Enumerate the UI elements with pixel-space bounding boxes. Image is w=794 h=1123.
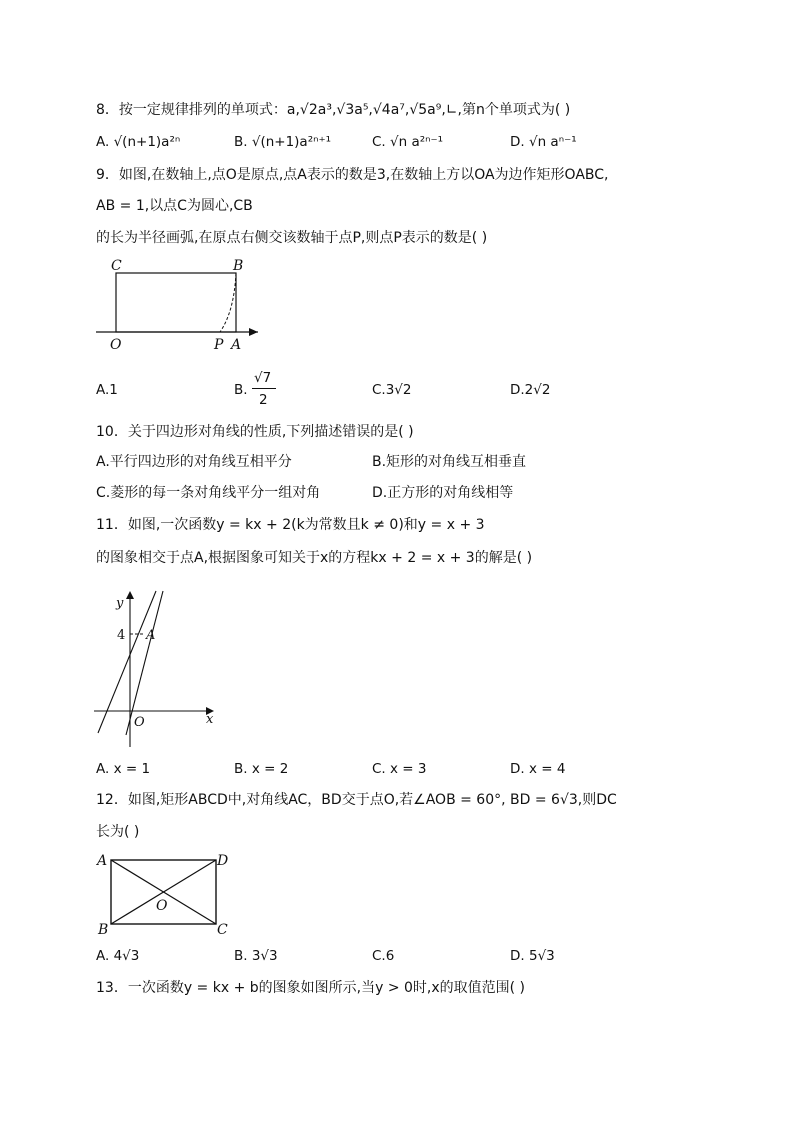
q9-stem-line3: 的长为半径画弧,在原点右侧交该数轴于点P,则点P表示的数是( ) [96, 230, 488, 246]
q10-option-a: A.平行四边形的对角线互相平分 [96, 454, 292, 470]
q9-stem-line2: AB = 1,以点C为圆心,CB [96, 198, 253, 214]
q12-stem-line2: 长为( ) [96, 824, 140, 840]
q11-figure [94, 585, 224, 755]
label-p: P [214, 337, 224, 353]
label-4: 4 [117, 628, 126, 643]
q11-stem-line1: 11．如图,一次函数y = kx + 2(k为常数且k ≠ 0)和y = x + 3 [96, 517, 485, 533]
q13-stem: 13．一次函数y = kx + b的图象如图所示,当y > 0时,x的取值范围( ) [96, 980, 526, 996]
q12-figure [94, 848, 244, 940]
q11-stem-line2: 的图象相交于点A,根据图象可知关于x的方程kx + 2 = x + 3的解是( ) [96, 550, 533, 566]
q9-figure [94, 252, 274, 356]
q8-stem: 8．按一定规律排列的单项式：a,√2a³,√3a⁵,√4a⁷,√5a⁹,∟,第n个单项式为( ) [96, 102, 571, 118]
q12-option-c: C.6 [372, 948, 395, 964]
label-o: O [156, 898, 168, 914]
q9-option-b-fraction-bar [252, 388, 276, 389]
label-d: D [217, 853, 229, 869]
label-a: A [146, 628, 156, 643]
q9-option-b-denominator: 2 [259, 392, 268, 408]
q9-option-a: A.1 [96, 382, 118, 398]
q11-option-c: C. x = 3 [372, 761, 427, 777]
arc-cb [220, 273, 236, 332]
q11-option-a: A. x = 1 [96, 761, 151, 777]
label-y: y [116, 596, 124, 611]
label-a: A [231, 337, 242, 353]
label-c: C [217, 922, 228, 938]
q12-option-d: D. 5√3 [510, 948, 555, 964]
label-o: O [110, 337, 122, 353]
y-axis-arrow [126, 591, 134, 599]
label-x: x [206, 712, 214, 727]
q12-option-b: B. 3√3 [234, 948, 278, 964]
label-b: B [233, 258, 244, 274]
line-y-x-plus-3 [98, 591, 156, 733]
axis-arrow [249, 328, 258, 336]
label-c: C [111, 258, 122, 274]
q10-option-b: B.矩形的对角线互相垂直 [372, 454, 527, 470]
q11-option-d: D. x = 4 [510, 761, 566, 777]
q12-option-a: A. 4√3 [96, 948, 140, 964]
q9-option-d: D.2√2 [510, 382, 551, 398]
q8-option-c: C. √n a²ⁿ⁻¹ [372, 134, 444, 150]
line-y-kx-plus-2 [126, 591, 163, 735]
q9-option-b-numerator: √7 [254, 370, 272, 386]
label-b: B [98, 922, 109, 938]
label-o: O [134, 715, 145, 730]
q12-stem-line1: 12．如图,矩形ABCD中,对角线AC，BD交于点O,若∠AOB = 60°, BD = 6√3,则DC [96, 792, 617, 808]
q8-option-b: B. √(n+1)a²ⁿ⁺¹ [234, 134, 332, 150]
q9-option-b-prefix: B. [234, 382, 248, 398]
q8-option-a: A. √(n+1)a²ⁿ [96, 134, 181, 150]
q10-option-c: C.菱形的每一条对角线平分一组对角 [96, 485, 321, 501]
q10-option-d: D.正方形的对角线相等 [372, 485, 514, 501]
q11-option-b: B. x = 2 [234, 761, 289, 777]
q9-option-c: C.3√2 [372, 382, 412, 398]
q8-option-d: D. √n aⁿ⁻¹ [510, 134, 577, 150]
q10-stem: 10．关于四边形对角线的性质,下列描述错误的是( ) [96, 424, 414, 440]
label-a: A [97, 853, 108, 869]
rectangle-oabc [116, 273, 236, 332]
q9-stem-line1: 9．如图,在数轴上,点O是原点,点A表示的数是3,在数轴上方以OA为边作矩形OABC, [96, 167, 609, 183]
